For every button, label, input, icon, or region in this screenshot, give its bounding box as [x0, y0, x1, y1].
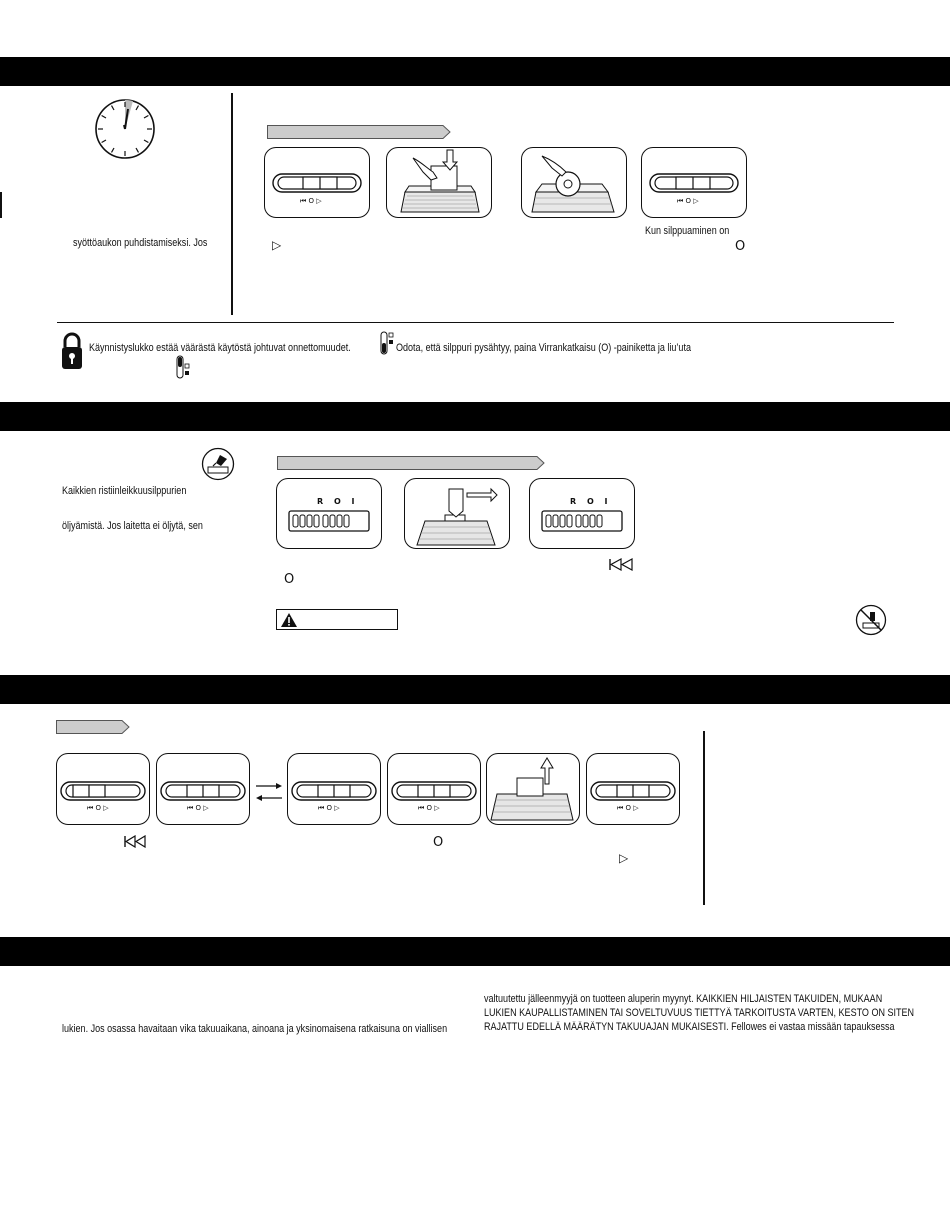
hand-paper-illustration [387, 148, 490, 216]
reverse-icon [608, 558, 634, 571]
svg-text:R O I: R O I [570, 497, 612, 506]
warning-triangle-icon [280, 612, 298, 628]
svg-text:⏮ O ▷: ⏮ O ▷ [187, 804, 209, 812]
slide-switch-icon [388, 754, 479, 823]
play-symbol: ▷ [272, 238, 282, 252]
section1-caption-right: Kun silppuaminen on [645, 225, 730, 237]
switch-panel-1 [264, 147, 370, 218]
slide-switch-icon [642, 148, 745, 216]
insert-paper-panel [386, 147, 492, 218]
slide-switch-icon [265, 148, 368, 216]
oil-icon [201, 447, 235, 481]
jam-switch-panel-2 [156, 753, 250, 825]
section-header-band-1 [0, 57, 950, 86]
lock-icon [61, 331, 83, 370]
remove-paper-illustration [487, 754, 578, 823]
clock-icon [93, 97, 157, 161]
play-symbol: ▷ [619, 851, 629, 865]
svg-text:⏮ O ▷: ⏮ O ▷ [677, 197, 699, 205]
jam-switch-panel-4 [387, 753, 481, 825]
interlock-small-icon [176, 355, 190, 379]
warranty-line: LUKIEN KAUPALLISTAMINEN TAI SOVELTUVUUS TIETTYÄ TARKOITUSTA VARTEN, KESTO ON SITEN [484, 1007, 915, 1019]
svg-text:⏮ O ▷: ⏮ O ▷ [318, 804, 340, 812]
section-header-band-2 [0, 402, 950, 431]
warranty-left-line: lukien. Jos osassa havaitaan vika takuuaikana, ainoana ja yksinomaisena ratkaisuna on viallisen [62, 1023, 448, 1035]
off-symbol: O [284, 572, 295, 587]
svg-text:⏮ O ▷: ⏮ O ▷ [418, 804, 440, 812]
roi-switch-panel-1 [276, 478, 382, 549]
slide-switch-icon [157, 754, 248, 823]
slide-switch-icon [288, 754, 379, 823]
roi-switch-icon [277, 479, 380, 547]
back-forth-arrows-icon [254, 781, 284, 803]
roi-switch-panel-2 [529, 478, 635, 549]
roi-switch-icon [530, 479, 633, 547]
svg-text:⏮ O ▷: ⏮ O ▷ [300, 197, 322, 205]
reverse-icon [123, 835, 147, 848]
warranty-line: RAJATTU EDELLÄ MÄÄRÄTYN TAKUUAJAN MUKAISESTI. Fellowes ei vastaa missään tapauksessa [484, 1021, 895, 1033]
jam-switch-panel-5 [586, 753, 680, 825]
section1-divider [231, 93, 233, 315]
oiling-text-2: öljyämistä. Jos laitetta ei öljytä, sen [62, 520, 203, 532]
section3-divider [703, 731, 705, 905]
insert-cd-panel [521, 147, 627, 218]
svg-text:⏮ O ▷: ⏮ O ▷ [617, 804, 639, 812]
jam-switch-panel-3 [287, 753, 381, 825]
interlock-small-icon [380, 331, 394, 355]
slide-switch-icon [57, 754, 148, 823]
off-symbol: O [433, 835, 444, 850]
warranty-right-paragraph [484, 992, 915, 1034]
sequence-arrow-bar [267, 125, 451, 139]
jam-switch-panel-1 [56, 753, 150, 825]
switch-panel-2 [641, 147, 747, 218]
oil-bottle-illustration [405, 479, 508, 547]
svg-text:⏮ O ▷: ⏮ O ▷ [87, 804, 109, 812]
off-symbol: O [735, 239, 746, 254]
slide-switch-icon [587, 754, 678, 823]
oil-bottle-panel [404, 478, 510, 549]
warning-box [276, 609, 398, 630]
safety-text-1: Käynnistyslukko estää väärästä käytöstä johtuvat onnettomuudet. [89, 342, 351, 354]
safety-text-2: Odota, että silppuri pysähtyy, paina Virrankatkaisu (O) -painiketta ja liu’uta [396, 342, 691, 354]
section-header-band-4 [0, 937, 950, 966]
hand-cd-illustration [522, 148, 625, 216]
margin-mark [0, 192, 2, 218]
warranty-line: valtuutettu jälleenmyyjä on tuotteen aluperin myynyt. KAIKKIEN HILJAISTEN TAKUIDEN, MUKAAN [484, 993, 883, 1005]
section-header-band-3 [0, 675, 950, 704]
sequence-arrow-bar [56, 720, 130, 734]
no-aerosol-icon [855, 604, 887, 636]
svg-text:R O I: R O I [317, 497, 359, 506]
remove-paper-panel [486, 753, 580, 825]
sequence-arrow-bar [277, 456, 545, 470]
oiling-text-1: Kaikkien ristiinleikkuusilppurien [62, 485, 187, 497]
safety-divider [57, 322, 894, 323]
section1-left-text: syöttöaukon puhdistamiseksi. Jos [73, 237, 208, 249]
